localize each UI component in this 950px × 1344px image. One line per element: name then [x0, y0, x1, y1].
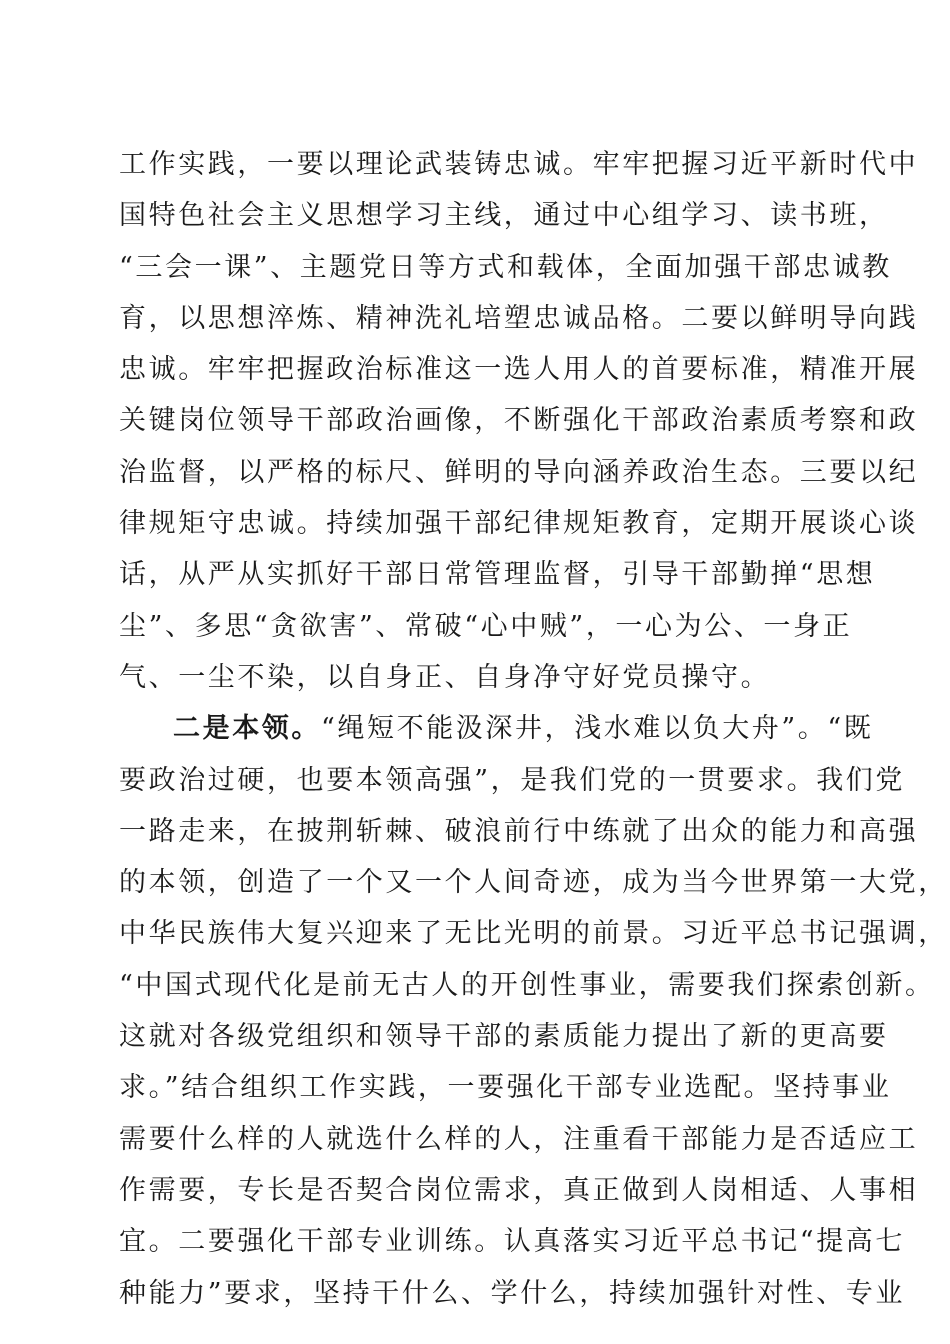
text-line: 国特色社会主义思想学习主线，通过中心组学习、读书班， [119, 200, 889, 232]
text-line: 话，从严从实抓好干部日常管理监督，引导干部勤掸“思想 [119, 559, 876, 591]
text-line: “中国式现代化是前无古人的开创性事业，需要我们探索创新。 [119, 969, 935, 1001]
text-line: 种能力”要求，坚持干什么、学什么，持续加强针对性、专业 [119, 1277, 906, 1309]
text-line: 律规矩守忠诚。持续加强干部纪律规矩教育，定期开展谈心谈 [119, 508, 919, 540]
text-line: 求。”结合组织工作实践，一要强化干部专业选配。坚持事业 [119, 1072, 892, 1104]
text-line: 育，以思想淬炼、精神洗礼培塑忠诚品格。二要以鲜明导向践 [119, 302, 919, 334]
text-line: 中华民族伟大复兴迎来了无比光明的前景。习近平总书记强调， [119, 918, 948, 950]
text-line: 尘”、多思“贪欲害”、常破“心中贼”，一心为公、一身正 [119, 610, 853, 642]
document-body [119, 139, 948, 1319]
text-line: 这就对各级党组织和领导干部的素质能力提出了新的更高要 [119, 1021, 889, 1053]
paragraph-first-line [119, 703, 874, 754]
text-line: 作需要，专长是否契合岗位需求，真正做到人岗相适、人事相 [119, 1174, 919, 1206]
text-line: 一路走来，在披荆斩棘、破浪前行中练就了出众的能力和高强 [119, 815, 919, 847]
text-line: 工作实践，一要以理论武装铸忠诚。牢牢把握习近平新时代中 [119, 149, 919, 180]
quote-text: “绳短不能汲深井，浅水难以负大舟”。“既 [321, 713, 874, 745]
text-line: 的本领，创造了一个又一个人间奇迹，成为当今世界第一大党， [119, 867, 948, 899]
section-heading: 二是本领。 [173, 713, 321, 745]
text-line: 宜。二要强化干部专业训练。认真落实习近平总书记“提高七 [119, 1226, 906, 1258]
text-line: 要政治过硬，也要本领高强”，是我们党的一贯要求。我们党 [119, 764, 906, 796]
text-line: 需要什么样的人就选什么样的人，注重看干部能力是否适应工 [119, 1123, 919, 1155]
text-line: 忠诚。牢牢把握政治标准这一选人用人的首要标准，精准开展 [119, 354, 919, 386]
text-line: 气、一尘不染，以自身正、自身净守好党员操守。 [119, 661, 771, 693]
text-line: 关键岗位领导干部政治画像，不断强化干部政治素质考察和政 [119, 405, 919, 437]
text-line: 治监督，以严格的标尺、鲜明的导向涵养政治生态。三要以纪 [119, 456, 919, 488]
text-line: “三会一课”、主题党日等方式和载体，全面加强干部忠诚教 [119, 251, 892, 283]
